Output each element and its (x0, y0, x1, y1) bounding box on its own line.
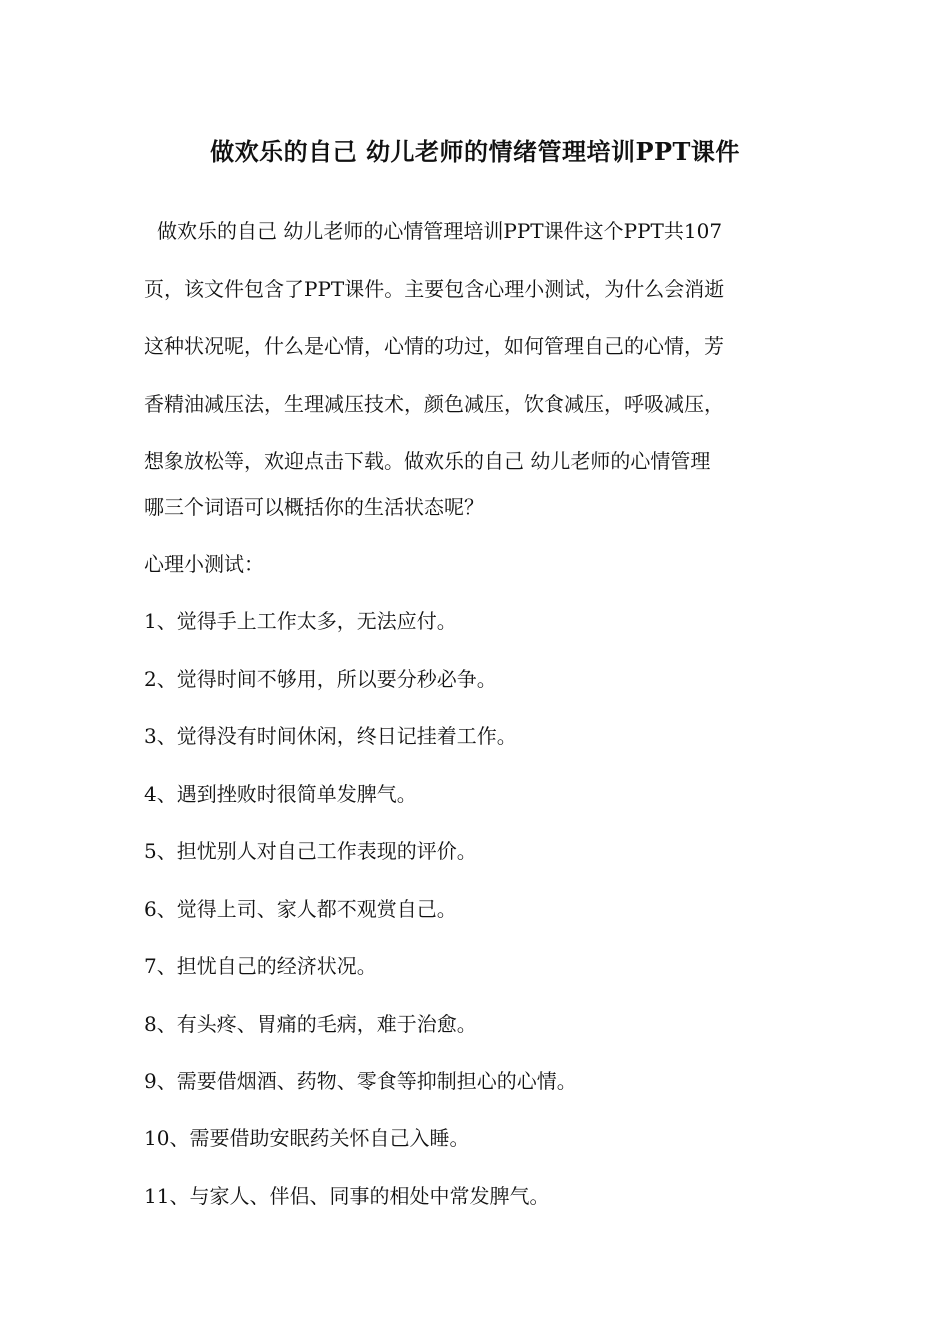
test-item: 2、觉得时间不够用，所以要分秒必争。 (144, 667, 497, 691)
question-paragraph: 哪三个词语可以概括你的生活状态呢？ (144, 495, 484, 519)
test-item: 8、有头疼、胃痛的毛病，难于治愈。 (144, 1012, 477, 1036)
intro-line: 想象放松等，欢迎点击下载。做欢乐的自己 幼儿老师的心情管理 (144, 449, 711, 473)
intro-line: 页，该文件包含了PPT课件。主要包含心理小测试，为什么会消逝 (144, 276, 725, 301)
test-item: 5、担忧别人对自己工作表现的评价。 (144, 839, 477, 863)
intro-line: 这种状况呢，什么是心情，心情的功过，如何管理自己的心情，芳 (144, 334, 724, 358)
test-item: 3、觉得没有时间休闲，终日记挂着工作。 (144, 724, 517, 748)
test-item: 1、觉得手上工作太多，无法应付。 (144, 609, 457, 633)
document-title: 做欢乐的自己 幼儿老师的情绪管理培训PPT课件 (210, 137, 740, 166)
test-item: 6、觉得上司、家人都不观赏自己。 (144, 897, 457, 921)
test-item: 9、需要借烟酒、药物、零食等抑制担心的心情。 (144, 1069, 577, 1093)
intro-line: 做欢乐的自己 幼儿老师的心情管理培训PPT课件这个PPT共107 (157, 219, 723, 243)
intro-line: 香精油减压法，生理减压技术，颜色减压，饮食减压，呼吸减压， (144, 391, 724, 416)
intro-paragraph (144, 203, 816, 491)
test-item: 4、遇到挫败时很简单发脾气。 (144, 782, 417, 806)
test-item: 10、需要借助安眠药关怀自己入睡。 (144, 1126, 470, 1150)
test-item: 11、与家人、伴侣、同事的相处中常发脾气。 (144, 1184, 550, 1208)
test-item: 7、担忧自己的经济状况。 (144, 954, 377, 978)
test-heading: 心理小测试： (144, 552, 264, 576)
